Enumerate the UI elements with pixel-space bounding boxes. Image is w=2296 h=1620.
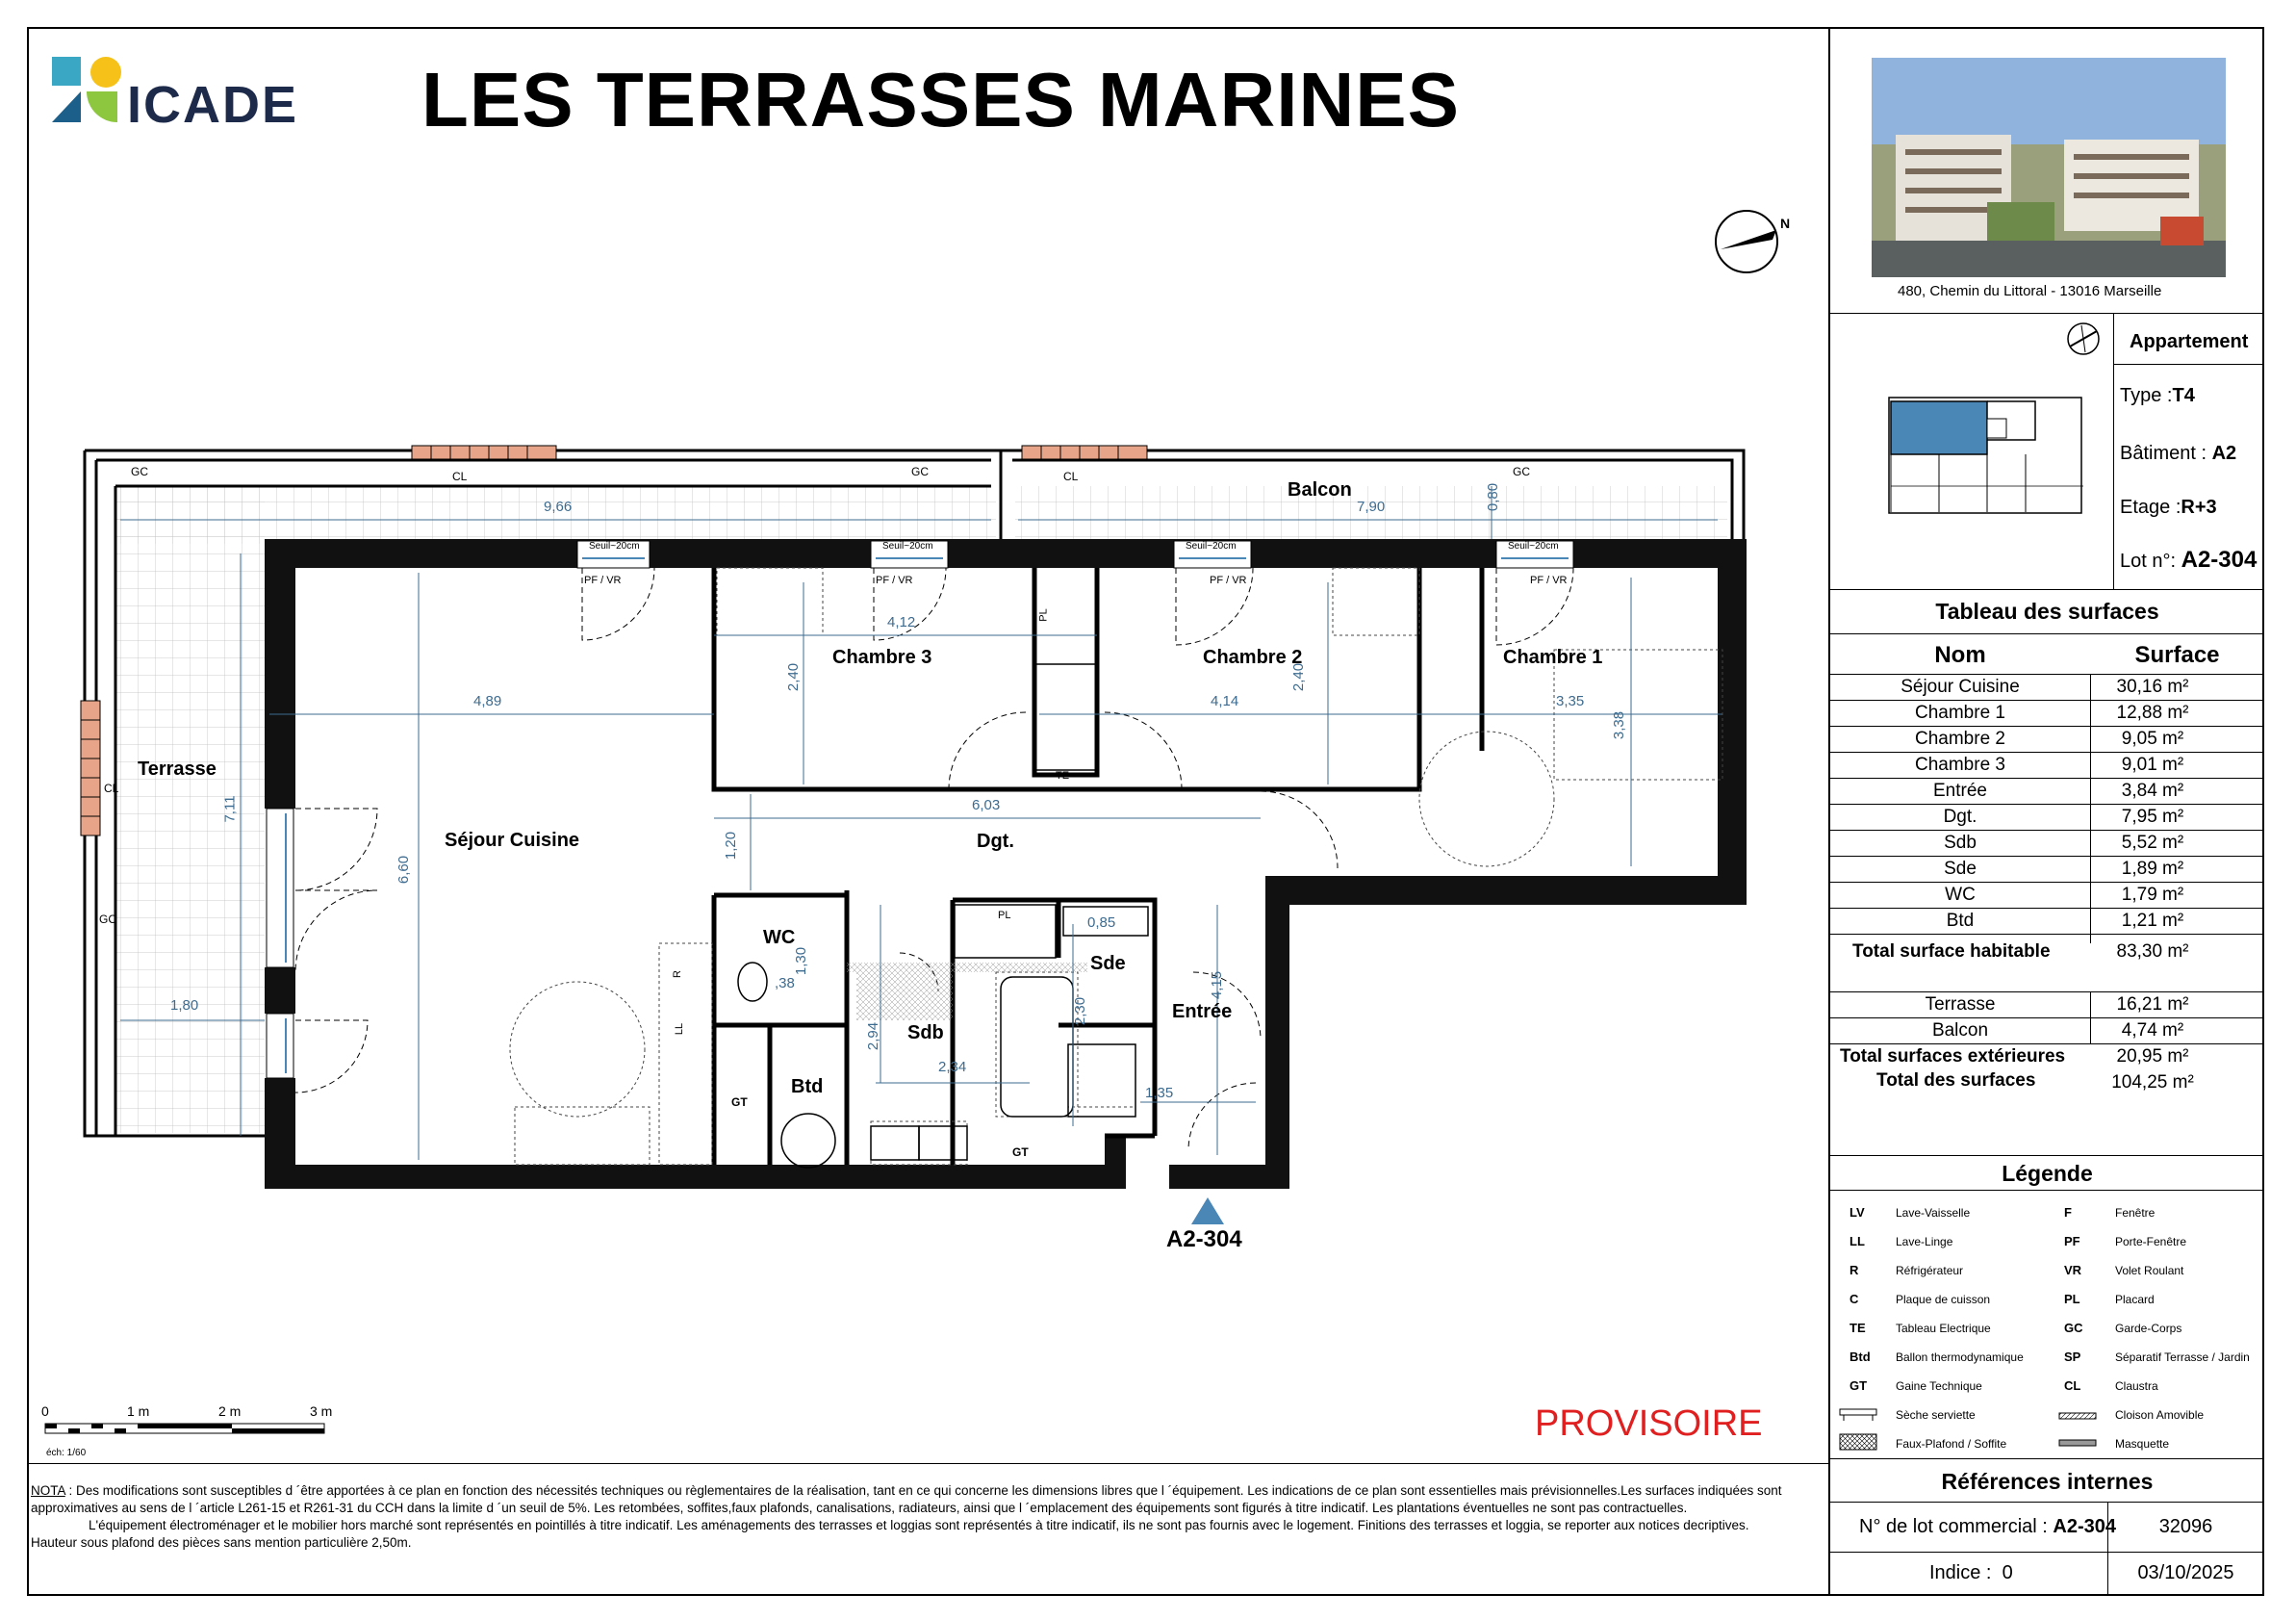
- legend-text: Lave-Linge: [1896, 1235, 1953, 1248]
- mark-r: R: [671, 970, 683, 978]
- separator: [2113, 313, 2114, 589]
- mark-gc: GC: [911, 465, 929, 478]
- floor-field: Etage :R+3: [2120, 497, 2217, 518]
- dim-label: 0,85: [1087, 914, 1116, 931]
- mark-gt: GT: [731, 1095, 748, 1109]
- key-plan-image: [1881, 390, 2083, 520]
- terrasse-row-name: Terrasse: [1925, 994, 1996, 1015]
- legend-code: LL: [1850, 1234, 1865, 1248]
- apartment-heading: Appartement: [2130, 331, 2249, 352]
- separator: [1830, 589, 2264, 590]
- separator: [1830, 674, 2264, 675]
- surface-row-value: 1,89 m²: [2121, 859, 2184, 879]
- mark-pfvr: PF / VR: [1530, 575, 1568, 586]
- scale-tick-1: 1 m: [127, 1403, 150, 1419]
- legend-text: Masquette: [2115, 1437, 2170, 1451]
- surface-row-value: 1,21 m²: [2121, 911, 2184, 931]
- legend-symbols-icon: [2057, 1407, 2100, 1455]
- legend-text: Cloison Amovible: [2115, 1408, 2205, 1422]
- separator: [1830, 1552, 2264, 1553]
- separator: [1830, 856, 2264, 857]
- entrance-lot-badge: A2-304: [1166, 1226, 1242, 1252]
- separator: [1830, 991, 2264, 992]
- surface-row-name: Btd: [1946, 911, 1975, 931]
- type-field: Type :T4: [2120, 385, 2195, 406]
- surface-row-value: 1,79 m²: [2121, 885, 2184, 905]
- dim-label: 0,80: [1485, 482, 1502, 512]
- separator: [1830, 1017, 2264, 1018]
- references-heading: Références internes: [1941, 1469, 2154, 1494]
- separator: [1830, 313, 2264, 314]
- legend-text: Porte-Fenêtre: [2115, 1235, 2187, 1248]
- surfaces-heading: Tableau des surfaces: [1935, 599, 2159, 624]
- notes-prefix: NOTA: [31, 1483, 65, 1498]
- room-dgt: Dgt.: [977, 831, 1014, 852]
- mark-gc: GC: [131, 465, 148, 478]
- legend-code: F: [2064, 1205, 2072, 1220]
- scale-ratio: éch: 1/60: [46, 1448, 87, 1458]
- dim-label: 3,38: [1611, 710, 1628, 740]
- legend-text: Faux-Plafond / Soffite: [1896, 1437, 2007, 1451]
- separator: [1830, 908, 2264, 909]
- dim-label: 2,40: [785, 662, 803, 692]
- separator: [1830, 700, 2264, 701]
- balcon-row-name: Balcon: [1931, 1020, 1989, 1041]
- total-label: Total des surfaces: [1876, 1070, 2036, 1091]
- revision-date: 03/10/2025: [2137, 1562, 2234, 1583]
- dim-label: 1,20: [723, 831, 740, 861]
- mark-gc: GC: [99, 913, 116, 926]
- separator: [1830, 1190, 2264, 1191]
- dim-label: 2,94: [865, 1021, 882, 1051]
- page-title: LES TERRASSES MARINES: [421, 57, 1460, 142]
- dim-label: 2,34: [938, 1059, 967, 1075]
- room-entree: Entrée: [1172, 1001, 1233, 1022]
- balcon-row-value: 4,74 m²: [2121, 1020, 2184, 1041]
- dim-label: 7,11: [221, 795, 239, 823]
- surface-row-value: 9,05 m²: [2121, 729, 2184, 749]
- scale-tick-0: 0: [41, 1403, 49, 1419]
- dim-label: 4,12: [887, 614, 916, 630]
- internal-code: 32096: [2158, 1516, 2213, 1537]
- scale-bar: [43, 1420, 337, 1439]
- mark-pl: PL: [1037, 608, 1050, 622]
- dim-label: 4,14: [1211, 693, 1239, 709]
- surface-row-name: Sdb: [1944, 833, 1977, 853]
- mark-pl: PL: [998, 910, 1011, 921]
- surface-row-name: Dgt.: [1943, 807, 1977, 827]
- dim-label: 6,60: [395, 855, 413, 885]
- room-chambre-3: Chambre 3: [832, 647, 932, 668]
- legend-code: GT: [1850, 1378, 1868, 1393]
- dim-label: 2,40: [1290, 662, 1308, 692]
- separator: [1830, 1458, 2264, 1459]
- legend-code: GC: [2064, 1321, 2083, 1335]
- total-habitable-label: Total surface habitable: [1852, 941, 2051, 962]
- dim-label: 4,15: [1209, 970, 1226, 1000]
- separator: [1830, 778, 2264, 779]
- dim-label: 2,30: [1072, 996, 1089, 1026]
- scale-tick-3: 3 m: [310, 1403, 333, 1419]
- col-name-header: Nom: [1934, 642, 1986, 668]
- surface-row-value: 12,88 m²: [2116, 703, 2189, 723]
- svg-text:N: N: [1780, 216, 1791, 231]
- legend-text: Tableau Electrique: [1896, 1322, 1991, 1335]
- room-sejour-cuisine: Séjour Cuisine: [445, 830, 580, 851]
- legend-text: Claustra: [2115, 1379, 2158, 1393]
- separator: [1830, 633, 2264, 634]
- separator: [1830, 830, 2264, 831]
- small-compass-icon: [2064, 320, 2103, 358]
- dim-label: 1,30: [793, 946, 810, 976]
- legend-text: Sèche serviette: [1896, 1408, 1976, 1422]
- logo-text: ICADE: [127, 76, 299, 134]
- dim-label: ,38: [775, 975, 795, 991]
- surface-row-name: Sde: [1944, 859, 1977, 879]
- separator: [2090, 674, 2091, 943]
- surface-row-name: Entrée: [1933, 781, 1987, 801]
- surface-row-value: 7,95 m²: [2121, 807, 2184, 827]
- lot-commercial: N° de lot commercial : A2-304: [1859, 1516, 2117, 1537]
- col-surface-header: Surface: [2134, 642, 2220, 668]
- index-field: Indice : 0: [1929, 1562, 2013, 1583]
- mark-gt: GT: [1012, 1145, 1029, 1159]
- legend-code: PL: [2064, 1292, 2080, 1306]
- mark-seuil: Seuil~20cm: [882, 541, 933, 552]
- surface-row-name: Chambre 2: [1915, 729, 2005, 749]
- mark-cl: CL: [104, 782, 119, 795]
- total-habitable-value: 83,30 m²: [2116, 941, 2189, 962]
- address: 480, Chemin du Littoral - 13016 Marseille: [1898, 283, 2162, 299]
- building-render-image: [1872, 58, 2226, 277]
- legend-text: Volet Roulant: [2115, 1264, 2184, 1277]
- mark-seuil: Seuil~20cm: [1508, 541, 1559, 552]
- legend-code: VR: [2064, 1263, 2082, 1277]
- room-wc: WC: [763, 927, 796, 948]
- separator: [1830, 1043, 2264, 1044]
- legend-text: Séparatif Terrasse / Jardin: [2115, 1350, 2250, 1364]
- total-value: 104,25 m²: [2111, 1072, 2194, 1093]
- mark-cl: CL: [452, 470, 468, 483]
- room-sde: Sde: [1090, 953, 1126, 974]
- separator: [1830, 726, 2264, 727]
- scale-tick-2: 2 m: [218, 1403, 242, 1419]
- notes-line-2: L'équipement électroménager et le mobilier hors marché sont représentés en pointillés à titre indicatif. Les aménagements des terrasses et loggias sont représentés à titre indicatif, ils ne sont pas fournis avec le logement. Finitions des terrasses et loggia, se reporter aux notices decriptives. Hauteur sous plafond des pièces sans mention particulière 2,50m.: [31, 1518, 1749, 1550]
- dim-label: 6,03: [972, 797, 1001, 813]
- notes-line-1: : Des modifications sont susceptibles d ´être apportées à ce plan en fonction des nécessités techniques ou règlementaires de la réalisation, tant en ce qui concerne les dimensions libres que l ´équipement. Les indications de ce plan sont essentielles mais prévisionnelles.Les surfaces indiquées sont approximatives au sens de l ´article L261-15 et R261-31 du CCH dans la limite d ´un seuil de 5%. Les retombées, soffites,faux plafonds, canalisations, radiateurs, ainsi que l ´emplacement des équipements sont figurés à titre indicatif. Les plantations éventuelles ne sont pas contractuelles.: [31, 1483, 1782, 1515]
- surface-row-name: Chambre 1: [1915, 703, 2005, 723]
- surface-row-name: Chambre 3: [1915, 755, 2005, 775]
- dim-label: 3,35: [1556, 693, 1585, 709]
- provisoire-stamp: PROVISOIRE: [1535, 1403, 1763, 1444]
- mark-seuil: Seuil~20cm: [589, 541, 640, 552]
- dim-label: 1,80: [170, 997, 199, 1014]
- legend-text: Fenêtre: [2115, 1206, 2156, 1220]
- dim-label: 9,66: [544, 499, 573, 515]
- room-btd: Btd: [791, 1076, 824, 1097]
- room-terrasse: Terrasse: [138, 759, 217, 780]
- separator: [1830, 804, 2264, 805]
- building-field: Bâtiment : A2: [2120, 443, 2237, 464]
- legend-text: Ballon thermodynamique: [1896, 1350, 2024, 1364]
- mark-pfvr: PF / VR: [1210, 575, 1247, 586]
- total-ext-value: 20,95 m²: [2116, 1046, 2189, 1067]
- surface-row-name: WC: [1945, 885, 1976, 905]
- surface-row-value: 5,52 m²: [2121, 833, 2184, 853]
- terrasse-row-value: 16,21 m²: [2116, 994, 2189, 1015]
- room-chambre-1: Chambre 1: [1503, 647, 1603, 668]
- dim-label: 7,90: [1357, 499, 1386, 515]
- separator: [1830, 934, 2264, 935]
- separator: [1830, 882, 2264, 883]
- legend-text: Gaine Technique: [1896, 1379, 1982, 1393]
- mark-seuil: Seuil~20cm: [1186, 541, 1237, 552]
- mark-pfvr: PF / VR: [876, 575, 913, 586]
- surface-row-value: 9,01 m²: [2121, 755, 2184, 775]
- separator: [2113, 364, 2264, 365]
- legend-text: Plaque de cuisson: [1896, 1293, 1991, 1306]
- legend-code: CL: [2064, 1378, 2081, 1393]
- legend-code: SP: [2064, 1350, 2081, 1364]
- separator: [1830, 1155, 2264, 1156]
- dim-label: 4,89: [473, 693, 502, 709]
- mark-te: TE: [1056, 770, 1070, 782]
- legend-text: Lave-Vaisselle: [1896, 1206, 1971, 1220]
- lot-field: Lot n°: A2-304: [2120, 547, 2258, 573]
- mark-cl: CL: [1063, 470, 1079, 483]
- legend-code: LV: [1850, 1205, 1865, 1220]
- legend-code: TE: [1850, 1321, 1866, 1335]
- legend-code: R: [1850, 1263, 1859, 1277]
- legend-text: Placard: [2115, 1293, 2155, 1306]
- dim-label: 1,35: [1145, 1085, 1174, 1101]
- legend-code: Btd: [1850, 1350, 1871, 1364]
- surface-row-value: 30,16 m²: [2116, 677, 2189, 697]
- legend-code: PF: [2064, 1234, 2080, 1248]
- surface-row-name: Séjour Cuisine: [1901, 677, 2020, 697]
- room-balcon: Balcon: [1288, 479, 1352, 501]
- separator: [27, 1463, 1828, 1464]
- room-chambre-2: Chambre 2: [1203, 647, 1303, 668]
- surface-row-value: 3,84 m²: [2121, 781, 2184, 801]
- legend-symbols-icon: [1838, 1407, 1880, 1455]
- mark-pfvr: PF / VR: [584, 575, 622, 586]
- mark-gc: GC: [1513, 465, 1530, 478]
- separator: [1830, 752, 2264, 753]
- total-ext-label: Total surfaces extérieures: [1840, 1046, 2066, 1067]
- separator: [1830, 1502, 2264, 1503]
- mark-ll: LL: [674, 1022, 686, 1036]
- room-sdb: Sdb: [907, 1022, 944, 1043]
- legend-code: C: [1850, 1292, 1859, 1306]
- legend-heading: Légende: [2002, 1161, 2093, 1186]
- legend-text: Réfrigérateur: [1896, 1264, 1964, 1277]
- notes: [31, 1482, 1792, 1552]
- legend-text: Garde-Corps: [2115, 1322, 2182, 1335]
